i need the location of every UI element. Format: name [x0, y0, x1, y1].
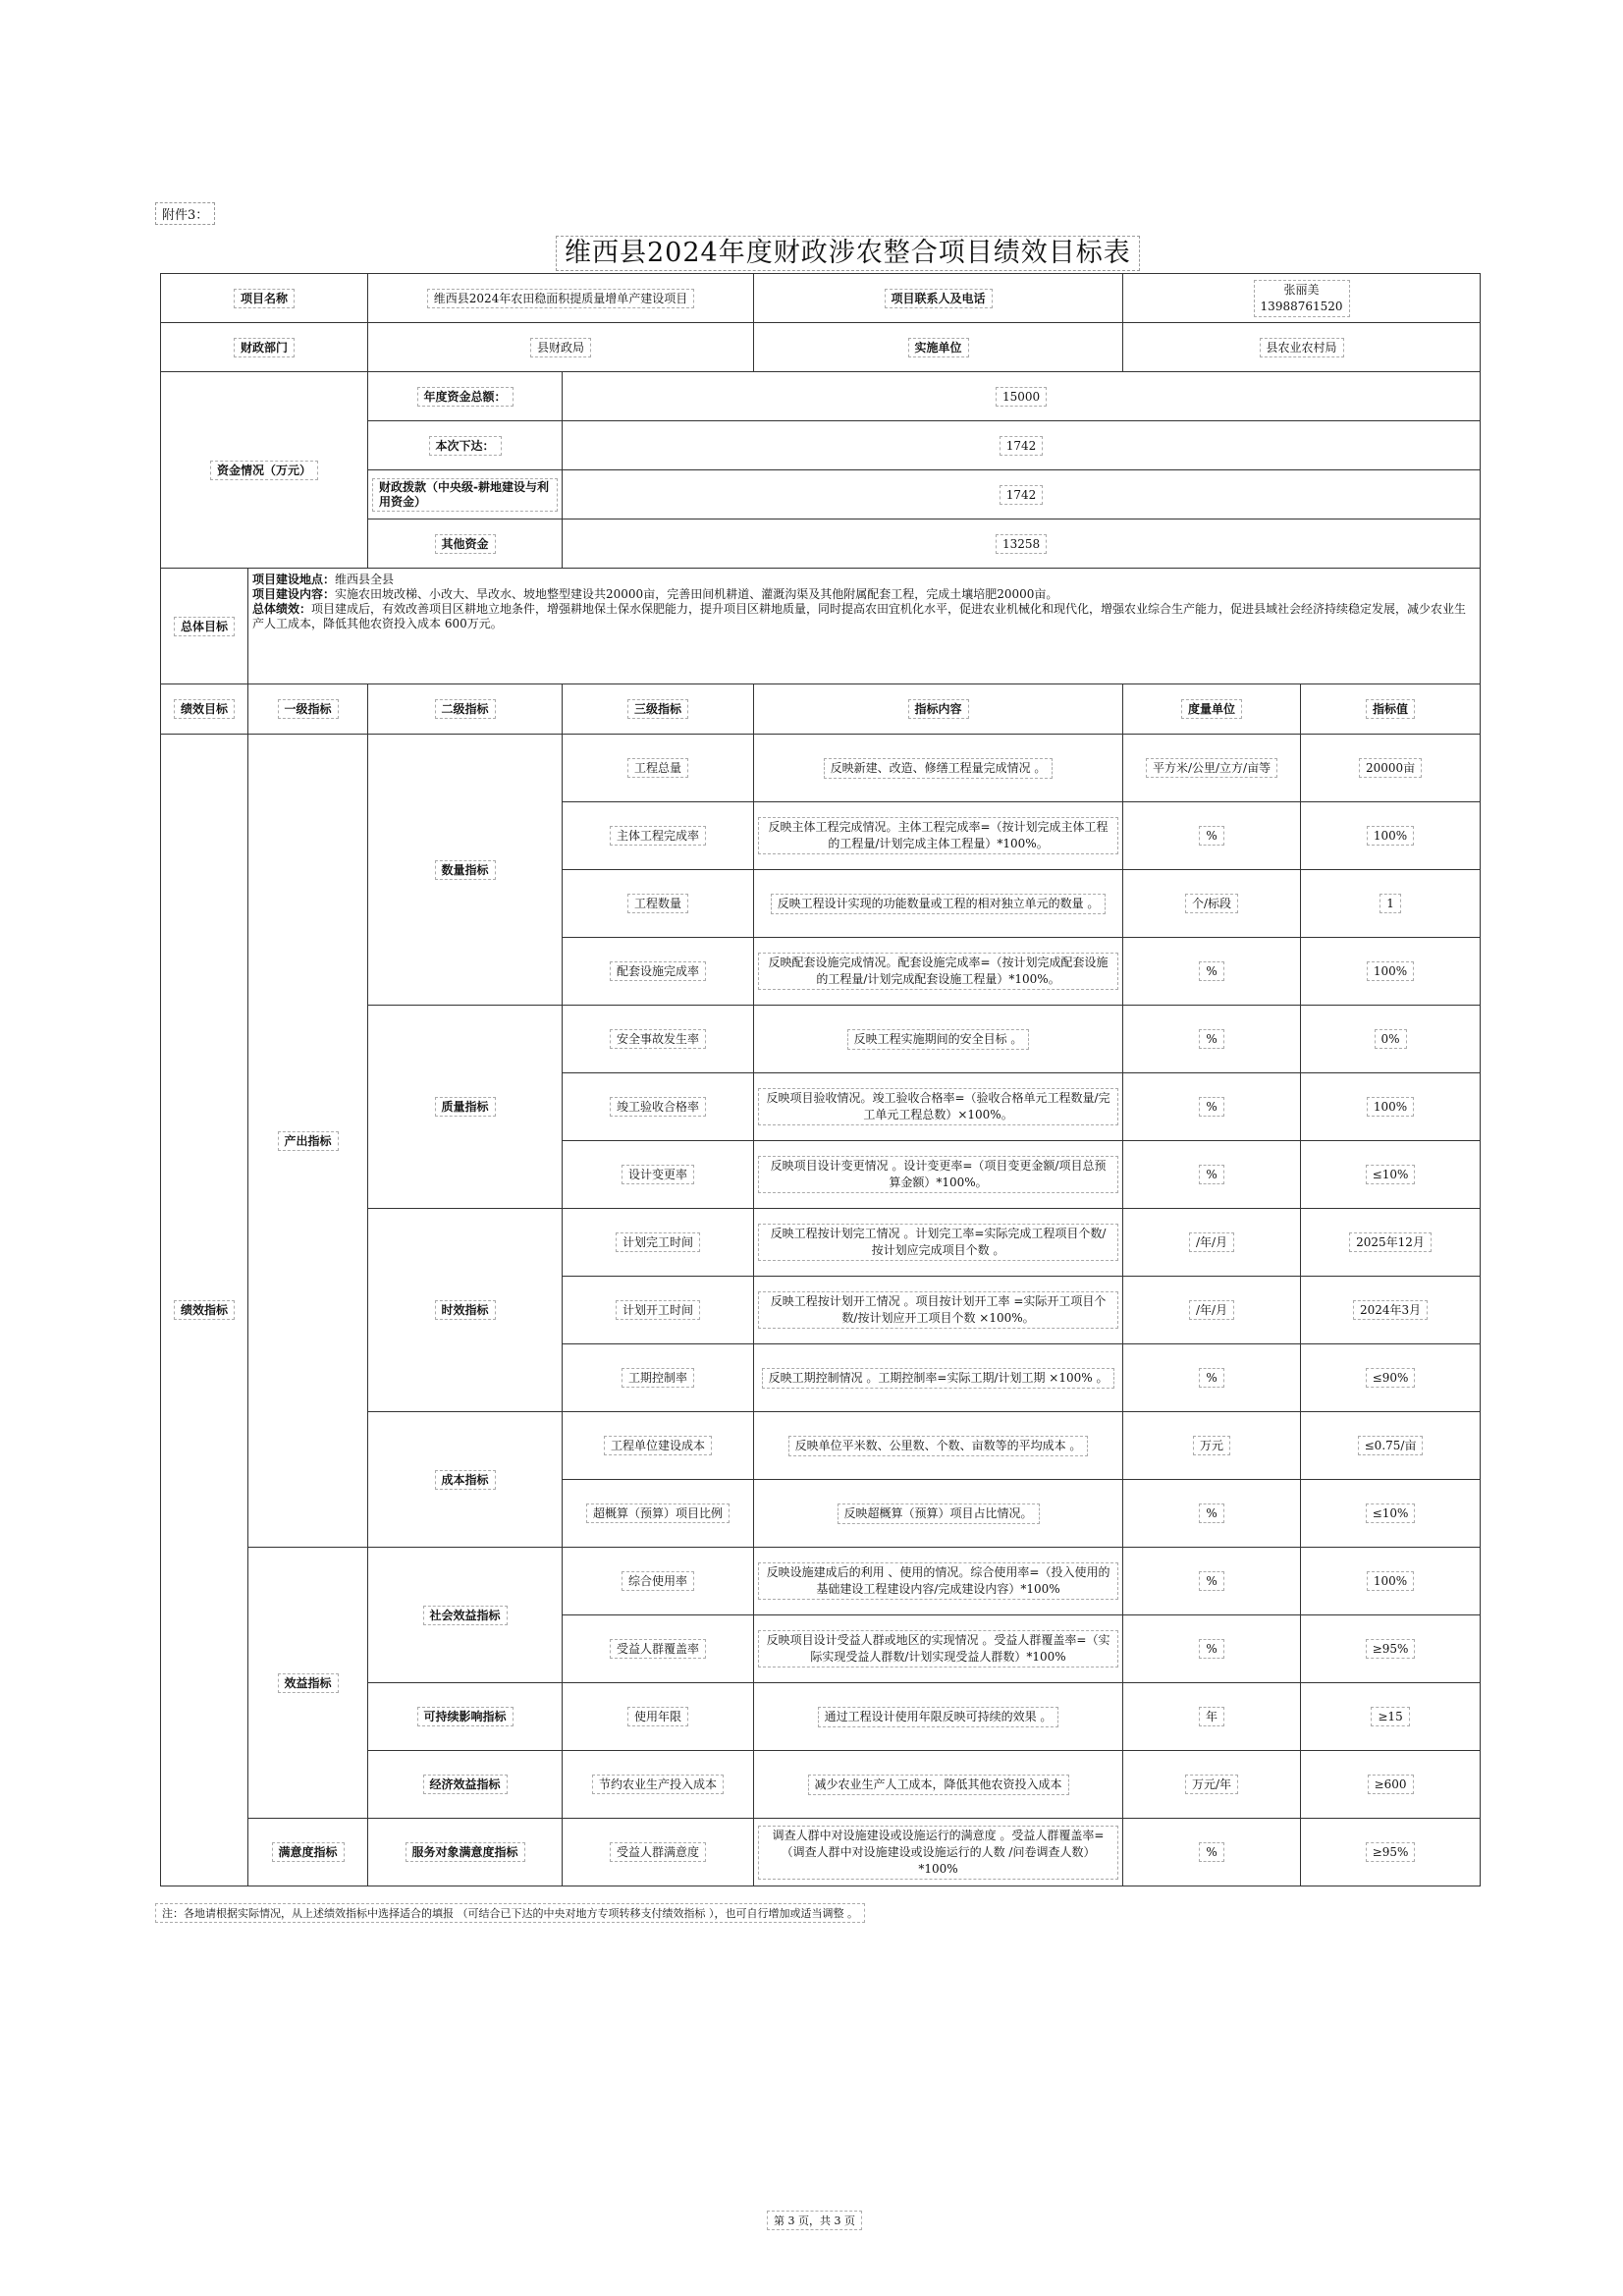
value-text: ≤90%	[1366, 1368, 1416, 1388]
contact-cell	[1123, 274, 1481, 323]
unit-text: %	[1199, 826, 1223, 846]
l3-text: 主体工程完成率	[610, 826, 706, 846]
content-text: 反映主体工程完成情况。主体工程完成率=（按计划完成主体工程的工程量/计划完成主体工程量）*100%。	[758, 817, 1118, 854]
perf-label-cell	[161, 735, 248, 1886]
unit-text: 年	[1199, 1707, 1224, 1726]
level2-timeliness-cell	[368, 1209, 563, 1412]
l3-text: 计划完工时间	[616, 1232, 700, 1252]
content-text: 反映超概算（预算）项目占比情况。	[838, 1503, 1040, 1524]
value-cell	[1301, 1683, 1481, 1751]
value-cell	[1301, 1412, 1481, 1480]
header-row-project	[161, 274, 1481, 323]
table-row	[161, 1548, 1481, 1615]
funds-item-label: 本次下达：	[429, 436, 502, 456]
project-name-label-cell	[161, 274, 368, 323]
contact-phone: 13988761520	[1260, 299, 1343, 313]
l3-text: 设计变更率	[622, 1165, 694, 1184]
funds-item-value: 1742	[1000, 436, 1044, 456]
unit-cell	[1123, 938, 1301, 1006]
level2-sustain-cell	[368, 1683, 563, 1751]
content-text: 实施农田坡改梯、小改大、旱改水、坡地整型建设共20000亩，完善田间机耕道、灌溉沟渠及其他附属配套工程，完成土壤培肥20000亩。	[335, 587, 1058, 601]
l3-cell	[563, 1683, 754, 1751]
project-name-cell	[368, 274, 754, 323]
l3-text: 工程总量	[627, 758, 688, 778]
unit-text: %	[1199, 1368, 1223, 1388]
unit-text: /年/月	[1189, 1232, 1234, 1252]
funds-item-label-cell	[368, 470, 563, 519]
content-cell	[754, 1344, 1123, 1412]
content-text: 反映设施建成后的利用 、使用的情况。综合使用率=（投入使用的基础建设工程建设内容/完成建设内容）*100%	[758, 1562, 1118, 1600]
value-text: 100%	[1367, 1097, 1414, 1117]
content-text: 反映配套设施完成情况。配套设施完成率=（按计划完成配套设施的工程量/计划完成配套设施工程量）*100%。	[758, 953, 1118, 990]
funds-item-label: 其他资金	[435, 534, 496, 554]
l3-text: 综合使用率	[622, 1571, 694, 1591]
value-cell	[1301, 735, 1481, 802]
unit-text: %	[1199, 1639, 1223, 1659]
level1-output-cell	[248, 735, 368, 1548]
level1-satisfaction: 满意度指标	[272, 1842, 345, 1862]
finance-dept-label: 财政部门	[234, 338, 295, 357]
level1-satisfaction-cell	[248, 1819, 368, 1886]
l3-text: 超概算（预算）项目比例	[586, 1503, 730, 1523]
performance-label: 总体绩效：	[252, 602, 312, 616]
overall-location-line	[252, 573, 1476, 587]
value-text: ≤0.75/亩	[1358, 1436, 1424, 1455]
finance-dept: 县财政局	[530, 338, 591, 357]
col-header-text: 指标值	[1366, 699, 1415, 719]
col-header	[248, 684, 368, 735]
unit-text: %	[1199, 961, 1223, 981]
funds-item-label: 财政拨款（中央级-耕地建设与利用资金）	[372, 478, 558, 512]
l3-text: 安全事故发生率	[610, 1029, 706, 1049]
value-text: 2025年12月	[1349, 1232, 1432, 1252]
overall-goal-row	[161, 569, 1481, 684]
value-cell	[1301, 1141, 1481, 1209]
unit-cell	[1123, 1615, 1301, 1683]
funds-row-0	[161, 372, 1481, 421]
funds-item-value: 13258	[996, 534, 1047, 554]
unit-text: 个/标段	[1185, 894, 1238, 913]
project-name: 维西县2024年农田稳面积提质量增单产建设项目	[427, 289, 695, 308]
content-text: 减少农业生产人工成本，降低其他农资投入成本	[808, 1775, 1069, 1795]
l3-text: 受益人群覆盖率	[610, 1639, 706, 1659]
unit-cell	[1123, 1277, 1301, 1344]
content-cell	[754, 938, 1123, 1006]
level2-timeliness: 时效指标	[435, 1300, 496, 1320]
unit-text: %	[1199, 1097, 1223, 1117]
level2-economic-cell	[368, 1751, 563, 1819]
funds-item-value-cell	[563, 470, 1481, 519]
page-number: 第 3 页，共 3 页	[767, 2211, 862, 2230]
value-text: ≥95%	[1366, 1639, 1416, 1659]
value-cell	[1301, 938, 1481, 1006]
unit-cell	[1123, 1412, 1301, 1480]
unit-cell	[1123, 870, 1301, 938]
l3-cell	[563, 802, 754, 870]
unit-text: 万元/年	[1185, 1775, 1238, 1794]
content-cell	[754, 1141, 1123, 1209]
value-text: 1	[1380, 894, 1401, 913]
impl-unit-label: 实施单位	[908, 338, 969, 357]
content-text: 反映项目设计变更情况 。设计变更率=（项目变更金额/项目总预算金额）*100%。	[758, 1156, 1118, 1193]
perf-label: 绩效指标	[174, 1300, 235, 1320]
contact-label-cell	[754, 274, 1123, 323]
unit-text: 万元	[1193, 1436, 1230, 1455]
level2-social-cell	[368, 1548, 563, 1683]
page-title: 维西县2024年度财政涉农整合项目绩效目标表	[556, 236, 1140, 271]
unit-text: %	[1199, 1165, 1223, 1184]
unit-cell	[1123, 1480, 1301, 1548]
l3-cell	[563, 1819, 754, 1886]
value-text: ≥600	[1368, 1775, 1414, 1794]
content-cell	[754, 1209, 1123, 1277]
unit-cell	[1123, 1006, 1301, 1073]
col-header-text: 绩效目标	[174, 699, 235, 719]
level1-benefit-cell	[248, 1548, 368, 1819]
content-label: 项目建设内容：	[252, 587, 336, 601]
value-text: ≥15	[1371, 1707, 1409, 1726]
unit-cell	[1123, 802, 1301, 870]
content-text: 反映工程实施期间的安全目标 。	[847, 1029, 1030, 1050]
l3-cell	[563, 1615, 754, 1683]
col-header-text: 三级指标	[627, 699, 688, 719]
content-cell	[754, 1683, 1123, 1751]
level1-output: 产出指标	[278, 1131, 339, 1151]
l3-cell	[563, 1751, 754, 1819]
value-text: 2024年3月	[1353, 1300, 1428, 1320]
unit-text: %	[1199, 1029, 1223, 1049]
project-name-label: 项目名称	[234, 289, 295, 308]
col-header	[1123, 684, 1301, 735]
value-cell	[1301, 1615, 1481, 1683]
l3-text: 工期控制率	[622, 1368, 694, 1388]
l3-text: 节约农业生产投入成本	[592, 1775, 724, 1794]
table-row	[161, 1819, 1481, 1886]
content-cell	[754, 1480, 1123, 1548]
col-header-text: 指标内容	[908, 699, 969, 719]
col-header	[563, 684, 754, 735]
footnote: 注：各地请根据实际情况，从上述绩效指标中选择适合的填报 （可结合已下达的中央对地方专项转移支付绩效指标 ），也可自行增加或适当调整 。	[155, 1903, 865, 1923]
unit-cell	[1123, 1683, 1301, 1751]
col-header-text: 度量单位	[1181, 699, 1242, 719]
unit-cell	[1123, 1141, 1301, 1209]
content-cell	[754, 870, 1123, 938]
funds-item-value: 1742	[1000, 485, 1044, 505]
value-cell	[1301, 1073, 1481, 1141]
unit-cell	[1123, 1209, 1301, 1277]
impl-unit-cell	[1123, 323, 1481, 372]
unit-cell	[1123, 1819, 1301, 1886]
content-cell	[754, 1615, 1123, 1683]
value-cell	[1301, 1209, 1481, 1277]
value-text: 100%	[1367, 826, 1414, 846]
col-header-text: 一级指标	[278, 699, 339, 719]
unit-cell	[1123, 1073, 1301, 1141]
overall-goal-content	[248, 569, 1481, 684]
unit-cell	[1123, 1344, 1301, 1412]
l3-text: 配套设施完成率	[610, 961, 706, 981]
l3-cell	[563, 1412, 754, 1480]
l3-text: 受益人群满意度	[610, 1842, 706, 1862]
header-row-dept	[161, 323, 1481, 372]
table-row	[161, 735, 1481, 802]
contact-name: 张丽美	[1283, 282, 1320, 297]
location-label: 项目建设地点：	[252, 573, 336, 586]
value-text: ≤10%	[1366, 1503, 1416, 1523]
level1-benefit: 效益指标	[278, 1673, 339, 1693]
content-text: 调查人群中对设施建设或设施运行的满意度 。受益人群覆盖率=（调查人群中对设施建设或设施运行的人数 /问卷调查人数）*100%	[758, 1826, 1118, 1880]
funds-label: 资金情况（万元）	[210, 461, 318, 480]
col-header	[368, 684, 563, 735]
l3-text: 计划开工时间	[616, 1300, 700, 1320]
level2-service-cell	[368, 1819, 563, 1886]
l3-cell	[563, 1073, 754, 1141]
content-cell	[754, 1006, 1123, 1073]
l3-cell	[563, 735, 754, 802]
funds-item-value-cell	[563, 519, 1481, 569]
impl-unit: 县农业农村局	[1260, 338, 1344, 357]
content-cell	[754, 1819, 1123, 1886]
value-text: ≥95%	[1366, 1842, 1416, 1862]
value-cell	[1301, 802, 1481, 870]
l3-cell	[563, 1277, 754, 1344]
content-cell	[754, 735, 1123, 802]
unit-text: %	[1199, 1503, 1223, 1523]
unit-cell	[1123, 1751, 1301, 1819]
overall-goal-label-cell	[161, 569, 248, 684]
level2-cost-cell	[368, 1412, 563, 1548]
level2-quantity-cell	[368, 735, 563, 1006]
level2-service: 服务对象满意度指标	[406, 1842, 525, 1862]
attachment-label: 附件3：	[155, 202, 215, 225]
indicator-header-row	[161, 684, 1481, 735]
value-cell	[1301, 870, 1481, 938]
level2-quantity: 数量指标	[435, 860, 496, 880]
col-header	[754, 684, 1123, 735]
l3-text: 使用年限	[627, 1707, 688, 1726]
l3-cell	[563, 1344, 754, 1412]
l3-cell	[563, 1209, 754, 1277]
l3-text: 工程单位建设成本	[604, 1436, 712, 1455]
unit-cell	[1123, 1548, 1301, 1615]
content-text: 反映工期控制情况 。工期控制率=实际工期/计划工期 ×100% 。	[762, 1368, 1115, 1389]
unit-cell	[1123, 735, 1301, 802]
l3-cell	[563, 938, 754, 1006]
value-text: 20000亩	[1359, 758, 1422, 778]
content-text: 反映新建、改造、修缮工程量完成情况 。	[824, 758, 1054, 779]
funds-label-cell	[161, 372, 368, 569]
value-cell	[1301, 1819, 1481, 1886]
level2-quality-cell	[368, 1006, 563, 1209]
location-text: 维西县全县	[335, 573, 395, 586]
value-cell	[1301, 1751, 1481, 1819]
value-text: ≤10%	[1366, 1165, 1416, 1184]
level2-quality: 质量指标	[435, 1097, 496, 1117]
value-text: 100%	[1367, 961, 1414, 981]
content-text: 反映工程设计实现的功能数量或工程的相对独立单元的数量 。	[771, 894, 1107, 914]
overall-goal-label: 总体目标	[174, 617, 235, 636]
value-text: 100%	[1367, 1571, 1414, 1591]
value-cell	[1301, 1548, 1481, 1615]
l3-text: 工程数量	[627, 894, 688, 913]
unit-text: %	[1199, 1571, 1223, 1591]
l3-cell	[563, 870, 754, 938]
level2-sustain: 可持续影响指标	[417, 1707, 514, 1726]
unit-text: %	[1199, 1842, 1223, 1862]
overall-content-line	[252, 587, 1476, 602]
col-header-text: 二级指标	[435, 699, 496, 719]
content-cell	[754, 1277, 1123, 1344]
unit-text: /年/月	[1189, 1300, 1234, 1320]
value-cell	[1301, 1480, 1481, 1548]
value-cell	[1301, 1006, 1481, 1073]
content-cell	[754, 1073, 1123, 1141]
content-text: 反映项目验收情况。竣工验收合格率=（验收合格单元工程数量/完工单元工程总数）×100%。	[758, 1088, 1118, 1125]
funds-item-value-cell	[563, 372, 1481, 421]
overall-performance-line	[252, 602, 1476, 631]
funds-item-label: 年度资金总额：	[417, 387, 514, 407]
content-cell	[754, 1751, 1123, 1819]
l3-text: 竣工验收合格率	[610, 1097, 706, 1117]
finance-dept-cell	[368, 323, 754, 372]
content-text: 通过工程设计使用年限反映可持续的效果 。	[818, 1707, 1059, 1727]
funds-item-value-cell	[563, 421, 1481, 470]
contact-label: 项目联系人及电话	[885, 289, 993, 308]
l3-cell	[563, 1548, 754, 1615]
col-header	[161, 684, 248, 735]
funds-item-label-cell	[368, 519, 563, 569]
content-cell	[754, 802, 1123, 870]
unit-text: 平方米/公里/立方/亩等	[1146, 758, 1277, 778]
level2-social: 社会效益指标	[423, 1606, 508, 1625]
level2-economic: 经济效益指标	[423, 1775, 508, 1794]
impl-unit-label-cell	[754, 323, 1123, 372]
content-text: 反映工程按计划开工情况 。项目按计划开工率 =实际开工项目个数/按计划应开工项目个数 ×100%。	[758, 1291, 1118, 1329]
content-cell	[754, 1412, 1123, 1480]
funds-item-label-cell	[368, 421, 563, 470]
l3-cell	[563, 1141, 754, 1209]
content-text: 反映工程按计划完工情况 。计划完工率=实际完成工程项目个数/按计划应完成项目个数 。	[758, 1224, 1118, 1261]
content-text: 反映项目设计受益人群或地区的实现情况 。受益人群覆盖率=（实际实现受益人群数/计划实现受益人群数）*100%	[758, 1630, 1118, 1667]
funds-item-value: 15000	[996, 387, 1047, 407]
content-cell	[754, 1548, 1123, 1615]
value-text: 0%	[1375, 1029, 1407, 1049]
performance-text: 项目建成后，有效改善项目区耕地立地条件，增强耕地保土保水保肥能力，提升项目区耕地质量，同时提高农田宜机化水平，促进农业机械化和现代化，增强农业综合生产能力，促进县域社会经济持续稳定发展，减少农业生产人工成本，降低其他农资投入成本 600万元。	[252, 602, 1467, 630]
funds-item-label-cell	[368, 372, 563, 421]
l3-cell	[563, 1480, 754, 1548]
value-cell	[1301, 1277, 1481, 1344]
col-header	[1301, 684, 1481, 735]
finance-dept-label-cell	[161, 323, 368, 372]
level2-cost: 成本指标	[435, 1470, 496, 1490]
content-text: 反映单位平米数、公里数、个数、亩数等的平均成本 。	[788, 1436, 1089, 1456]
performance-table	[160, 273, 1481, 1886]
l3-cell	[563, 1006, 754, 1073]
value-cell	[1301, 1344, 1481, 1412]
